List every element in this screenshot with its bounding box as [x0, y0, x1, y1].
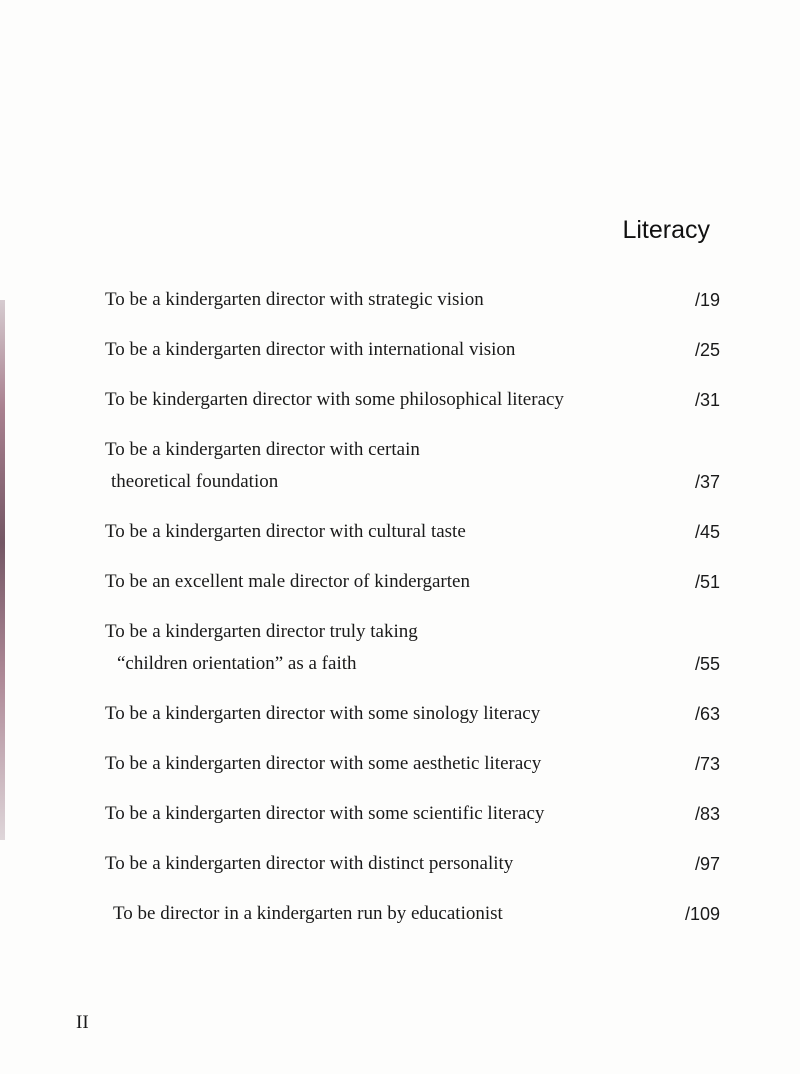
toc-entry-line: To be an excellent male director of kindergarten — [105, 571, 470, 592]
toc-entry — [105, 516, 720, 548]
toc-entry-line: theoretical foundation — [111, 471, 279, 492]
toc-entry-title — [105, 334, 720, 366]
toc-entry-page: /19 — [694, 290, 720, 310]
toc-entry-line: To be a kindergarten director with certain — [105, 439, 420, 460]
toc-entry — [105, 616, 720, 680]
toc-entry — [105, 384, 720, 416]
toc-entry-page: /109 — [684, 904, 720, 924]
toc-entry-title — [105, 698, 720, 730]
toc-entry-page: /55 — [694, 654, 720, 674]
toc-entry-page: /97 — [694, 854, 720, 874]
toc-entry-page: /63 — [694, 704, 720, 724]
toc-entry-line: To be a kindergarten director with distinct personality — [105, 853, 514, 874]
toc-entry — [105, 698, 720, 730]
toc-entry — [105, 334, 720, 366]
toc-entry-title — [105, 848, 720, 880]
toc-entry — [105, 284, 720, 316]
toc-entry-line: To be a kindergarten director truly taking — [105, 621, 418, 642]
toc-entry-line: To be a kindergarten director with cultural taste — [105, 521, 466, 542]
toc-entry-title — [105, 384, 720, 416]
toc-entry-line: To be a kindergarten director with international vision — [105, 339, 516, 360]
toc-entry-title — [105, 284, 720, 316]
page-number: II — [76, 1012, 89, 1033]
toc-entry-line: To be a kindergarten director with some aesthetic literacy — [105, 753, 542, 774]
toc-entry-line: To be kindergarten director with some philosophical literacy — [105, 389, 564, 410]
toc-entry-page: /45 — [694, 522, 720, 542]
toc-entry-page: /51 — [694, 572, 720, 592]
toc-entry-line: To be a kindergarten director with some sinology literacy — [105, 703, 541, 724]
toc-entry-page: /31 — [694, 390, 720, 410]
toc-entry — [105, 798, 720, 830]
toc-entry-page: /83 — [694, 804, 720, 824]
toc-entry-line: To be a kindergarten director with strategic vision — [105, 289, 484, 310]
toc-entry-title — [105, 616, 720, 680]
toc-entry-title — [105, 434, 720, 498]
toc-entry-line: To be director in a kindergarten run by educationist — [113, 903, 503, 924]
toc-entry-page: /73 — [694, 754, 720, 774]
section-title: Literacy — [622, 216, 710, 244]
toc-entry-page: /25 — [694, 340, 720, 360]
toc-entry — [105, 566, 720, 598]
toc-entry-title — [105, 516, 720, 548]
toc-entry-title — [105, 898, 720, 930]
toc-entry-line: “children orientation” as a faith — [117, 653, 357, 674]
toc-entry — [105, 848, 720, 880]
toc-entry-title — [105, 748, 720, 780]
toc-entry-page: /37 — [694, 472, 720, 492]
toc-entry-line: To be a kindergarten director with some scientific literacy — [105, 803, 545, 824]
toc-entry — [105, 434, 720, 498]
toc-entry — [105, 748, 720, 780]
toc-entry — [105, 898, 720, 930]
toc-entry-title — [105, 798, 720, 830]
toc-entry-title — [105, 566, 720, 598]
